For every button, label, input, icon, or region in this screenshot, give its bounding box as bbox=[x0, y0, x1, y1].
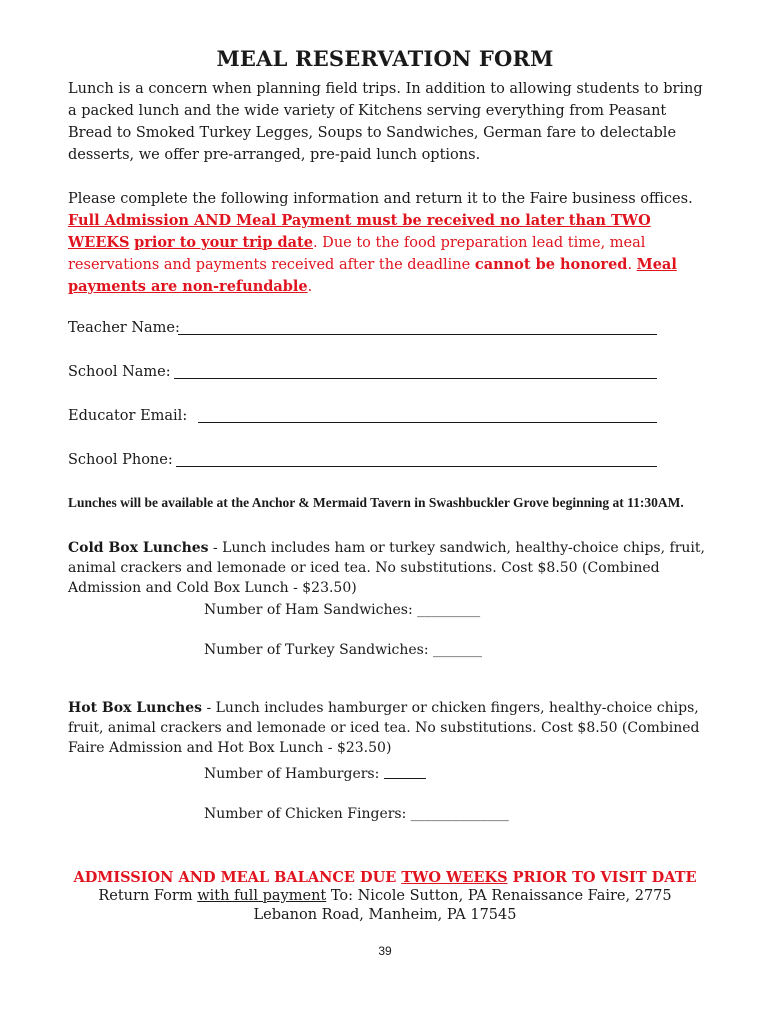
school-phone-field[interactable] bbox=[176, 466, 657, 467]
hamburger-count-field[interactable] bbox=[384, 778, 426, 779]
prior-to-visit-text: PRIOR TO VISIT DATE bbox=[507, 869, 697, 886]
cold-box-details: - Lunch includes ham or turkey sandwich, healthy-choice chips, fruit, animal crackers and lemonade or iced tea. No substitutions. Cost $8.50 (Combined Admission and Cold Box Lunch - $23.50) bbox=[68, 540, 705, 596]
instructions-paragraph bbox=[68, 188, 708, 298]
teacher-name-field[interactable] bbox=[178, 334, 657, 335]
educator-email-field[interactable] bbox=[198, 422, 657, 423]
teacher-name-label: Teacher Name: bbox=[68, 320, 180, 336]
hamburger-count-label: Number of Hamburgers: bbox=[204, 766, 380, 782]
cannot-be-honored-text: cannot be honored bbox=[474, 256, 628, 273]
cold-box-description bbox=[68, 538, 708, 598]
lunch-location-note: Lunches will be available at the Anchor & Mermaid Tavern in Swashbuckler Grove beginning at 11:30AM. bbox=[68, 495, 684, 510]
school-phone-label: School Phone: bbox=[68, 452, 173, 468]
turkey-sandwich-count-field[interactable]: Number of Turkey Sandwiches: _______ bbox=[204, 642, 483, 658]
return-address-text: To: Nicole Sutton, PA Renaissance Faire, 2775 bbox=[326, 888, 672, 904]
instructions-lead: Please complete the following information and return it to the Faire business offices. bbox=[68, 191, 693, 207]
two-weeks-text: TWO WEEKS bbox=[401, 869, 508, 886]
ham-sandwich-count-field[interactable]: Number of Ham Sandwiches: _________ bbox=[204, 602, 481, 618]
page-number: 39 bbox=[378, 944, 392, 958]
page-title: MEAL RESERVATION FORM bbox=[216, 46, 554, 71]
educator-email-label: Educator Email: bbox=[68, 408, 188, 424]
lead-time-text: . Due to the food preparation lead time, meal reservations and payments received after the deadline bbox=[68, 235, 646, 273]
cold-box-heading: Cold Box Lunches bbox=[68, 540, 209, 556]
return-form-text: Return Form bbox=[98, 888, 198, 904]
return-address-line-2: Lebanon Road, Manheim, PA 17545 bbox=[253, 907, 517, 923]
school-name-label: School Name: bbox=[68, 364, 171, 380]
hot-box-details: - Lunch includes hamburger or chicken fingers, healthy-choice chips, fruit, animal crackers and lemonade or iced tea. No substitutions. Cost $8.50 (Combined Faire Admission and Hot Box Lunch - $23.50) bbox=[68, 700, 700, 756]
non-refundable-text: Meal payments are non-refundable bbox=[68, 256, 677, 295]
deadline-text: Full Admission AND Meal Payment must be received no later than TWO WEEKS bbox=[68, 212, 651, 251]
return-instructions bbox=[0, 887, 770, 906]
balance-due-text: ADMISSION AND MEAL BALANCE DUE bbox=[73, 869, 402, 886]
separator-text: . bbox=[627, 257, 637, 273]
end-period: . bbox=[307, 279, 313, 295]
hot-box-heading: Hot Box Lunches bbox=[68, 700, 202, 716]
deadline-text-2: prior to your trip date bbox=[134, 234, 313, 251]
full-payment-text: with full payment bbox=[197, 888, 327, 904]
chicken-fingers-count-field[interactable]: Number of Chicken Fingers: ______________ bbox=[204, 806, 509, 822]
hot-box-description bbox=[68, 698, 708, 758]
balance-due-notice bbox=[0, 868, 770, 888]
school-name-field[interactable] bbox=[174, 378, 657, 379]
intro-paragraph: Lunch is a concern when planning field trips. In addition to allowing students to bring a packed lunch and the wide variety of Kitchens serving everything from Peasant Bread to Smoked Turkey Legges, Soups to Sandwiches, German fare to delectable desserts, we offer pre-arranged, pre-paid lunch options. bbox=[68, 81, 703, 163]
